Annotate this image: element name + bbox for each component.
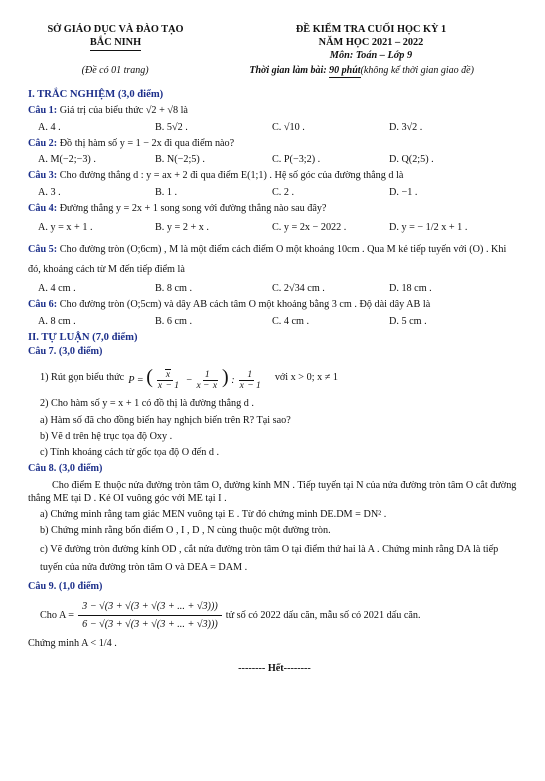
question-label: Câu 5: [28, 244, 58, 256]
option-b: B. 6 cm . [155, 315, 193, 327]
time-info [202, 64, 521, 78]
option-b: B. 8 cm . [155, 283, 193, 295]
question-4-options [38, 221, 521, 234]
question-9-formula [40, 600, 521, 632]
option-d: D. 5 cm . [389, 315, 427, 327]
option-a: A. M(−2;−3) . [38, 154, 96, 166]
option-b: B. 5√2 . [155, 121, 188, 133]
header-right [221, 24, 521, 63]
question-2-options [38, 153, 521, 166]
part-1-condition: với x > 0; x ≠ 1 [274, 372, 338, 384]
exam-title: ĐỀ KIỂM TRA CUỐI HỌC KỲ 1 [295, 24, 447, 35]
question-label: Câu 1: [28, 105, 58, 117]
question-7-part-2a: a) Hàm số đã cho đồng biến hay nghịch biến trên R? Tại sao? [40, 414, 291, 426]
question-8-intro: Cho điểm E thuộc nửa đường tròn tâm O, đường kính MN . Tiếp tuyến tại N của nửa đường tròn tâm O cắt đường thẳng ME tại D . Kẻ OI vuông góc với ME tại I . [28, 479, 517, 504]
option-d: D. y = − 1/2 x + 1 . [389, 222, 468, 234]
expression-P: P = ( $\frac{x}{x - 1}$ − $\frac{1}{x - x}$ ) : $\frac{1}{x - 1}$ [128, 365, 261, 392]
nested-radical-fraction [78, 600, 222, 632]
question-text: Cho đường tròn (O;6cm) , M là một điểm cách điểm O một khoảng 10cm . Qua M kẻ tiếp tuyến với (O) . Khi đó, khoảng cách từ M đến tiếp điểm là [28, 244, 507, 275]
option-b: B. N(−2;5) . [155, 154, 205, 166]
question-3 [28, 169, 521, 182]
question-text: Cho đường thẳng d : y = ax + 2 đi qua điểm E(1;1) . Hệ số góc của đường thẳng d là [59, 170, 404, 182]
option-a: A. 4 cm . [38, 283, 76, 295]
formula-tail: tử số có 2022 dấu căn, mẫu số có 2021 dấu căn. [225, 609, 421, 621]
end-marker: -------- Hết-------- [238, 663, 311, 675]
question-5-options [38, 282, 521, 295]
question-text: Đường thẳng y = 2x + 1 song song với đường thẳng nào sau đây? [59, 202, 327, 214]
time-value: 90 phút [329, 64, 361, 76]
question-text: Cho đường tròn (O;5cm) và dây AB cách tâm O một khoảng bằng 3 cm . Độ dài dây AB là [59, 299, 431, 311]
question-1 [28, 104, 521, 117]
question-9-prove: Chứng minh A < 1/4 . [28, 638, 117, 650]
question-2 [28, 137, 521, 150]
option-a: A. 8 cm . [38, 315, 76, 327]
question-7-part-2: 2) Cho hàm số y = x + 1 có đồ thị là đường thẳng d . [40, 398, 254, 410]
time-note: (không kể thời gian giao đề) [360, 64, 474, 76]
section-multiple-choice-title: I. TRẮC NGHIỆM (3,0 điểm) [28, 88, 164, 100]
header-left [28, 24, 203, 63]
option-a: A. 3 . [38, 186, 61, 198]
question-9-label: Câu 9. (1,0 điểm) [28, 581, 103, 593]
option-d: D. Q(2;5) . [389, 154, 434, 166]
option-d: D. 3√2 . [389, 121, 423, 133]
question-label: Câu 3: [28, 170, 58, 182]
option-c: C. y = 2x − 2022 . [272, 222, 347, 234]
department-name: SỞ GIÁO DỤC VÀ ĐÀO TẠO [47, 24, 184, 35]
time-label: Thời gian làm bài: [249, 64, 330, 76]
question-8-part-a: a) Chứng minh rằng tam giác MEN vuông tại E . Từ đó chứng minh DE.DM = DN² . [40, 509, 387, 521]
question-8-label: Câu 8. (3,0 điểm) [28, 463, 103, 475]
question-7-part-1 [40, 364, 521, 392]
fraction-numerator: 3 − √(3 + √(3 + √(3 + ... + √3))) [78, 600, 222, 616]
question-7-part-2b: b) Vẽ d trên hệ trục tọa độ Oxy . [40, 430, 173, 442]
option-b: B. y = 2 + x . [155, 222, 209, 234]
pages-note: (Đề có 01 trang) [81, 64, 149, 76]
option-c: C. 4 cm . [272, 315, 310, 327]
question-6 [28, 298, 521, 311]
question-label: Câu 2: [28, 137, 58, 149]
option-c: C. 2√34 cm . [272, 283, 325, 295]
question-3-options [38, 186, 521, 199]
option-a: A. y = x + 1 . [38, 222, 93, 234]
question-1-options [38, 121, 521, 134]
option-d: D. −1 . [389, 186, 418, 198]
part-1-text: 1) Rút gọn biểu thức [40, 372, 125, 384]
option-a: A. 4 . [38, 121, 61, 133]
question-5 [28, 240, 521, 279]
question-4 [28, 202, 521, 215]
question-label: Câu 4: [28, 202, 58, 214]
question-8-part-b: b) Chứng minh rằng bốn điểm O , I , D , N cùng thuộc một đường tròn. [40, 525, 331, 537]
question-7-label: Câu 7. (3,0 điểm) [28, 345, 103, 357]
question-7-part-2c: c) Tính khoảng cách từ gốc tọa độ O đến d . [40, 447, 220, 459]
option-c: C. 2 . [272, 186, 295, 198]
option-c: C. P(−3;2) . [272, 154, 321, 166]
question-6-options [38, 315, 521, 328]
header-subrow [28, 64, 521, 78]
exam-header [28, 24, 521, 63]
section-essay-title: II. TỰ LUẬN (7,0 điểm) [28, 331, 138, 343]
question-8-part-c: c) Vẽ đường tròn đường kính OD , cắt nửa đường tròn tâm O tại điểm thứ hai là A . Chứng minh rằng DA là tiếp tuyến của nửa đường tròn tâm O và DEA = DAM . [40, 543, 499, 574]
formula-prefix: Cho A = [40, 609, 75, 621]
province-name: BẮC NINH [90, 37, 141, 51]
subject: Môn: Toán – Lớp 9 [329, 49, 413, 61]
fraction-denominator: 6 − √(3 + √(3 + √(3 + ... + √3))) [82, 618, 218, 630]
option-d: D. 18 cm . [389, 283, 432, 295]
school-year: NĂM HỌC 2021 – 2022 [318, 36, 424, 48]
option-b: B. 1 . [155, 186, 178, 198]
question-text: Đồ thị hàm số y = 1 − 2x đi qua điểm nào? [59, 137, 235, 149]
question-label: Câu 6: [28, 299, 58, 311]
option-c: C. √10 . [272, 121, 305, 133]
question-text: Giá trị của biểu thức √2 + √8 là [59, 105, 188, 117]
